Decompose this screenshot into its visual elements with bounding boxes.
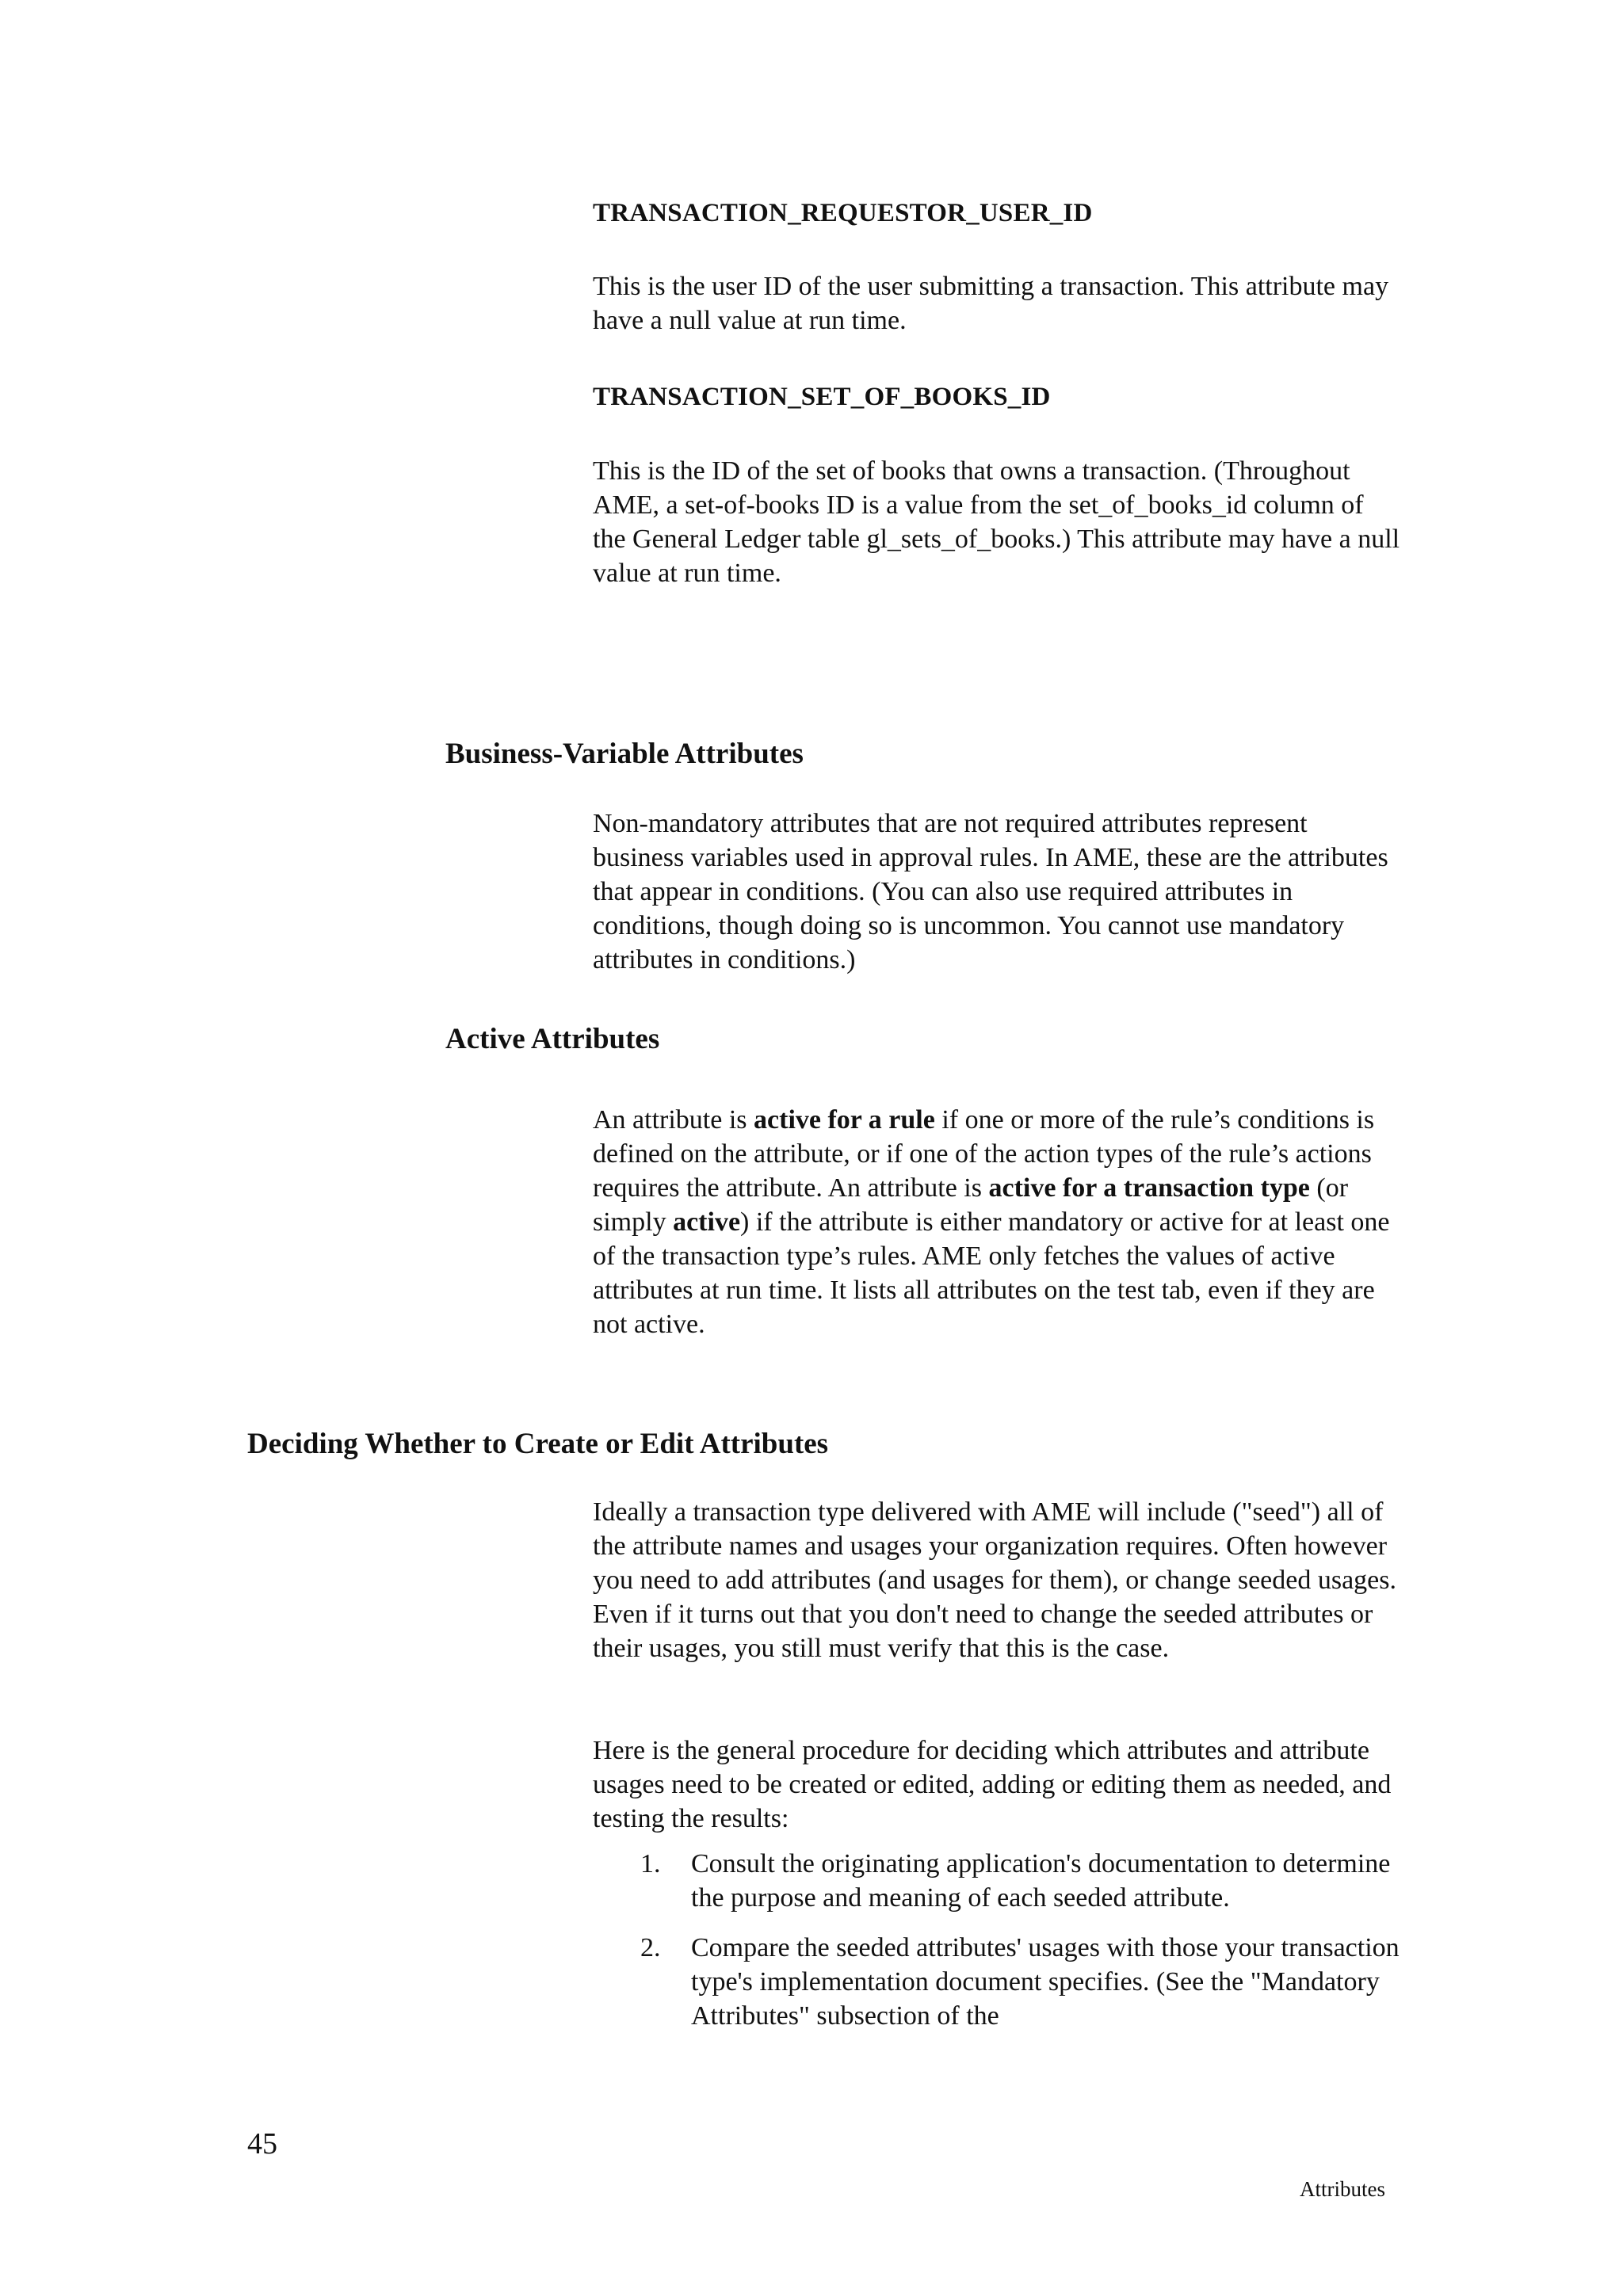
list-item bbox=[593, 1847, 1401, 1915]
term-active: active bbox=[673, 1207, 741, 1237]
page-number: 45 bbox=[247, 2127, 277, 2161]
active-attributes-paragraph bbox=[593, 1103, 1401, 1341]
business-variable-paragraph: Non-mandatory attributes that are not required attributes represent business variables used in approval rules. In AME, these are the attributes that appear in conditions. (You can also use required attributes in conditions, though doing so is uncommon. You cannot use mandatory attributes in conditions.) bbox=[593, 809, 1388, 974]
active-text-4: ) if the attribute is either mandatory or active for at least one of the transaction type’s rules. AME only fetches the values of active attributes at run time. It lists all attributes on the test tab, even if they are not active. bbox=[593, 1207, 1390, 1339]
attribute-description-requestor-user-id: This is the user ID of the user submitting a transaction. This attribute may have a null value at run time. bbox=[593, 272, 1389, 335]
deciding-paragraph-2: Here is the general procedure for deciding which attributes and attribute usages need to be created or edited, adding or editing them as needed, and testing the results: bbox=[593, 1736, 1392, 1833]
active-text-2: if one or more of the rule’s conditions is defined on the attribute, or if one of the action types of the rule’s actions requires the attribute. An attribute is bbox=[593, 1105, 1375, 1203]
deciding-paragraph-1: Ideally a transaction type delivered with AME will include ("seed") all of the attribute names and usages your organization requires. Often however you need to add attributes (and usages for them), or change seeded usages. Even if it turns out that you don't need to change the seeded attributes or their usages, you still must verify that this is the case. bbox=[593, 1497, 1396, 1663]
step-number: 2. bbox=[640, 1933, 661, 1962]
procedure-steps-list bbox=[593, 1847, 1401, 2049]
step-number: 1. bbox=[640, 1849, 661, 1878]
step-text: Compare the seeded attributes' usages with those your transaction type's implementation document specifies. (See the "Mandatory Attributes" subsection of the bbox=[691, 1933, 1400, 2031]
step-text: Consult the originating application's documentation to determine the purpose and meaning of each seeded attribute. bbox=[691, 1849, 1391, 1913]
heading-active-attributes: Active Attributes bbox=[445, 1023, 660, 1055]
heading-business-variable-attributes: Business-Variable Attributes bbox=[445, 738, 804, 770]
attribute-description-set-of-books-id: This is the ID of the set of books that owns a transaction. (Throughout AME, a set-of-books ID is a value from the set_of_books_id column of the General Ledger table gl_sets_of_books.) This attribute may have a null value at run time. bbox=[593, 456, 1400, 588]
active-text-3: (or simply bbox=[593, 1173, 1349, 1237]
attribute-name-requestor-user-id: TRANSACTION_REQUESTOR_USER_ID bbox=[593, 199, 1093, 227]
footer-section-title: Attributes bbox=[1300, 2177, 1385, 2201]
term-active-for-a-rule: active for a rule bbox=[754, 1105, 935, 1135]
attribute-name-set-of-books-id: TRANSACTION_SET_OF_BOOKS_ID bbox=[593, 383, 1051, 411]
active-text-1: An attribute is bbox=[593, 1105, 754, 1135]
heading-deciding-whether-to-create-or-edit: Deciding Whether to Create or Edit Attributes bbox=[247, 1428, 829, 1460]
list-item bbox=[593, 1931, 1401, 2033]
term-active-for-a-transaction-type: active for a transaction type bbox=[988, 1173, 1310, 1203]
